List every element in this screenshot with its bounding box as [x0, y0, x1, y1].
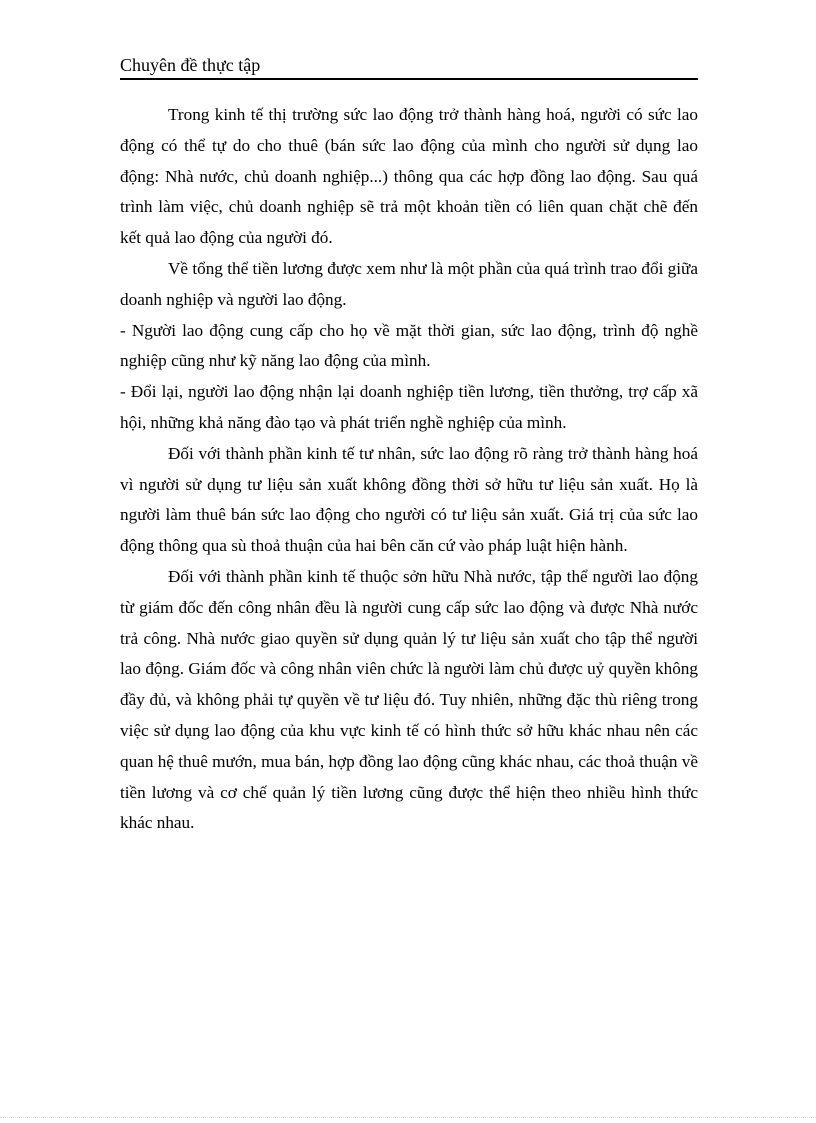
- paragraph-worker-provides: - Người lao động cung cấp cho họ về mặt thời gian, sức lao động, trình độ nghề nghiệp cũng như kỹ năng lao động của mình.: [120, 320, 698, 371]
- document-body: [120, 100, 698, 839]
- page-header: [120, 52, 698, 80]
- page-bottom-edge: [0, 1117, 816, 1118]
- paragraph-overall-wage: Về tổng thể tiền lương được xem như là một phần của quá trình trao đổi giữa doanh nghiệp và người lao động.: [120, 258, 698, 309]
- paragraph-labor-market: Trong kinh tế thị trường sức lao động trở thành hàng hoá, người có sức lao động có thể tự do cho thuê (bán sức lao động của mình cho người sử dụng lao động: Nhà nước, chủ doanh nghiệp...) thông qua các hợp đồng lao động. Sau quá trình làm việc, chủ doanh nghiệp sẽ trả một khoản tiền có liên quan chặt chẽ đến kết quả lao động của người đó.: [120, 105, 698, 248]
- paragraph-private-sector: Đối với thành phần kinh tế tư nhân, sức lao động rõ ràng trở thành hàng hoá vì người sử dụng tư liệu sản xuất không đồng thời sở hữu tư liệu sản xuất. Họ là người làm thuê bán sức lao động cho người có tư liệu sản xuất. Giá trị của sức lao động thông qua sù thoả thuận của hai bên căn cứ vào pháp luật hiện hành.: [120, 443, 698, 556]
- paragraph-worker-receives: - Đổi lại, người lao động nhận lại doanh nghiệp tiền lương, tiền thưởng, trợ cấp xã hội, những khả năng đào tạo và phát triển nghề nghiệp của mình.: [120, 382, 698, 432]
- header-title: Chuyên đề thực tập: [120, 55, 261, 75]
- paragraph-state-sector: Đối với thành phần kinh tế thuộc sởn hữu Nhà nước, tập thể người lao động từ giám đốc đến công nhân đều là người cung cấp sức lao động và được Nhà nước trả công. Nhà nước giao quyền sử dụng quản lý tư liệu sản xuất cho tập thể người lao động. Giám đốc và công nhân viên chức là người làm chủ được uỷ quyền không đầy đủ, và không phải tự quyền về tư liệu đó. Tuy nhiên, những đặc thù riêng trong việc sử dụng lao động của khu vực kinh tế có hình thức sở hữu khác nhau nên các quan hệ thuê mướn, mua bán, hợp đồng lao động cũng khác nhau, các thoả thuận về tiền lương và cơ chế quản lý tiền lương cũng được thể hiện theo nhiều hình thức khác nhau.: [120, 566, 698, 833]
